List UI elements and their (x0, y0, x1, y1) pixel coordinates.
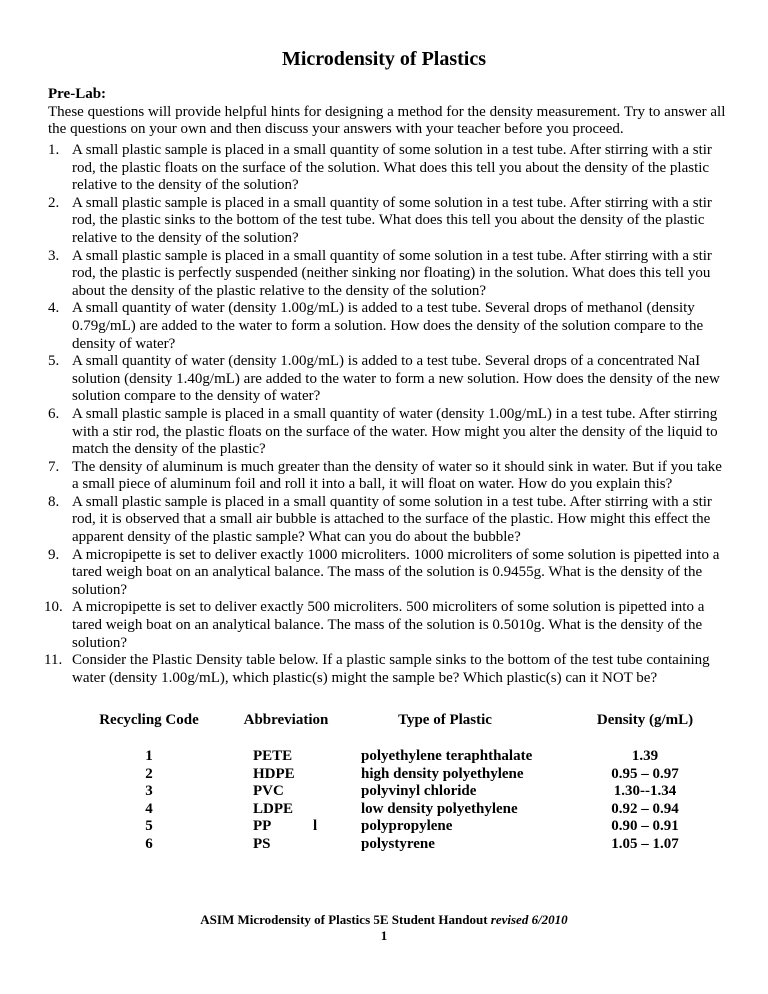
question-text: A small plastic sample is placed in a small quantity of some solution in a test tube. After stirring with a stir rod, the plastic is perfectly suspended (neither sinking nor floating) in the solution. What does this tell you about the density of the plastic relative to the density of the solution? (72, 247, 712, 299)
table-cell: LDPE (253, 800, 294, 817)
question-number: 1. (48, 142, 60, 158)
density-column (580, 712, 710, 854)
prelab-intro: These questions will provide helpful hints for designing a method for the density measurement. Try to answer all the questions on your own and then discuss your answers with your teacher before you proceed. (48, 103, 726, 137)
question-number: 3. (48, 247, 60, 264)
column-header: Type of Plastic (398, 712, 492, 728)
question-item (48, 142, 728, 195)
question-item (48, 353, 728, 406)
table-cell: 0.92 – 0.94 (611, 800, 679, 817)
question-item (44, 652, 728, 687)
question-text: A small quantity of water (density 1.00g/mL) is added to a test tube. Several drops of methanol (density 0.79g/mL) are added to the water to form a solution. How does the density of the solution compare to the density of water? (72, 300, 704, 352)
question-item (48, 248, 728, 301)
question-number: 10. (44, 599, 63, 616)
question-text: A small plastic sample is placed in a small quantity of some solution in a test tube. After stirring with a stir rod, it is observed that a small air bubble is attached to the surface of the plastic. How might this effect the apparent density of the plastic sample? What can you do about the bubble? (72, 493, 712, 546)
question-text: A small plastic sample is placed in a small quantity of some solution in a test tube. After stirring with a stir rod, the plastic floats on the surface of the solution. What does this tell you about the density of the plastic relative to the density of the solution? (72, 142, 712, 194)
table-cell: low density polyethylene (361, 800, 518, 817)
page-title: Microdensity of Plastics (281, 48, 487, 70)
question-number: 5. (48, 353, 60, 370)
stray-mark: l (313, 818, 318, 834)
table-cell: polyethylene teraphthalate (361, 748, 533, 764)
question-item (48, 406, 728, 459)
table-cell: 5 (145, 818, 153, 835)
table-cell: 1 (145, 748, 153, 764)
table-cell: 0.95 – 0.97 (611, 765, 679, 782)
abbreviation-column (235, 712, 345, 854)
page-footer (0, 912, 768, 944)
table-cell: 3 (145, 783, 153, 800)
prelab-label: Pre-Lab: (48, 86, 107, 102)
question-number: 2. (48, 194, 60, 211)
table-cell: PETE (253, 748, 293, 764)
table-cell: 2 (145, 765, 153, 782)
column-header: Density (g/mL) (596, 712, 694, 728)
question-text: A small quantity of water (density 1.00g/mL) is added to a test tube. Several drops of a concentrated NaI solution (density 1.40g/mL) are added to the water to form a new solution. How does the density of the new solution compare to the density of water? (72, 353, 720, 405)
prelab-section (48, 86, 728, 139)
column-header: Recycling Code (99, 712, 199, 728)
table-cell: 1.30--1.34 (613, 783, 677, 800)
table-cell: PS (253, 835, 271, 852)
table-cell: polyvinyl chloride (361, 783, 477, 800)
question-item (48, 459, 728, 494)
question-item (44, 599, 728, 652)
question-item (48, 195, 728, 248)
footer-revision: revised 6/2010 (490, 912, 568, 927)
question-item (48, 494, 728, 547)
question-number: 8. (48, 493, 60, 510)
table-cell: 1.05 – 1.07 (611, 835, 679, 852)
question-item (48, 547, 728, 600)
question-number: 6. (48, 405, 60, 422)
question-text: The density of aluminum is much greater than the density of water so it should sink in water. But if you take a small piece of aluminum foil and roll it into a ball, it will float on water. How do you explain this? (72, 458, 722, 493)
table-cell: PP (253, 818, 272, 835)
table-cell: polypropylene (361, 818, 453, 835)
question-text: A micropipette is set to deliver exactly 1000 microliters. 1000 microliters of some solution is pipetted into a tared weigh boat on an analytical balance. The mass of the solution is 0.9455g. What is the density of the solution? (72, 546, 720, 598)
question-text: A micropipette is set to deliver exactly 500 microliters. 500 microliters of some solution is pipetted into a tared weigh boat on an analytical balance. The mass of the solution is 0.5010g. What is the density of the solution? (72, 599, 705, 651)
question-number: 4. (48, 300, 60, 317)
table-cell: 1.39 (631, 748, 659, 764)
table-cell: HDPE (253, 765, 295, 782)
question-list (44, 142, 728, 687)
question-text: Consider the Plastic Density table below. If a plastic sample sinks to the bottom of the test tube containing water (density 1.00g/mL), which plastic(s) might the sample be? Which plastic(s) can it NOT be? (72, 652, 710, 686)
table-cell: high density polyethylene (361, 765, 524, 782)
table-cell: 0.90 – 0.91 (611, 818, 679, 835)
question-text: A small plastic sample is placed in a small quantity of water (density 1.00g/mL) in a test tube. After stirring with a stir rod, the plastic floats on the surface of the water. How might you alter the density of the liquid to match the density of the plastic? (72, 405, 718, 458)
table-cell: PVC (253, 783, 284, 800)
footer-text: ASIM Microdensity of Plastics 5E Student Handout (200, 912, 491, 927)
question-text: A small plastic sample is placed in a small quantity of some solution in a test tube. After stirring with a stir rod, the plastic sinks to the bottom of the test tube. What does this tell you about the density of the plastic relative to the density of the solution? (72, 194, 712, 246)
question-item (48, 300, 728, 353)
recycling-code-column (94, 712, 204, 854)
table-cell: 6 (145, 835, 153, 852)
column-header: Abbreviation (243, 712, 329, 728)
question-number: 11. (44, 652, 63, 669)
table-cell: 4 (145, 800, 153, 817)
page-number: 1 (380, 928, 388, 943)
table-cell: polystyrene (361, 835, 435, 852)
question-number: 9. (48, 546, 60, 563)
question-number: 7. (48, 458, 60, 475)
footer-line (0, 912, 768, 928)
plastic-type-column (355, 712, 555, 854)
